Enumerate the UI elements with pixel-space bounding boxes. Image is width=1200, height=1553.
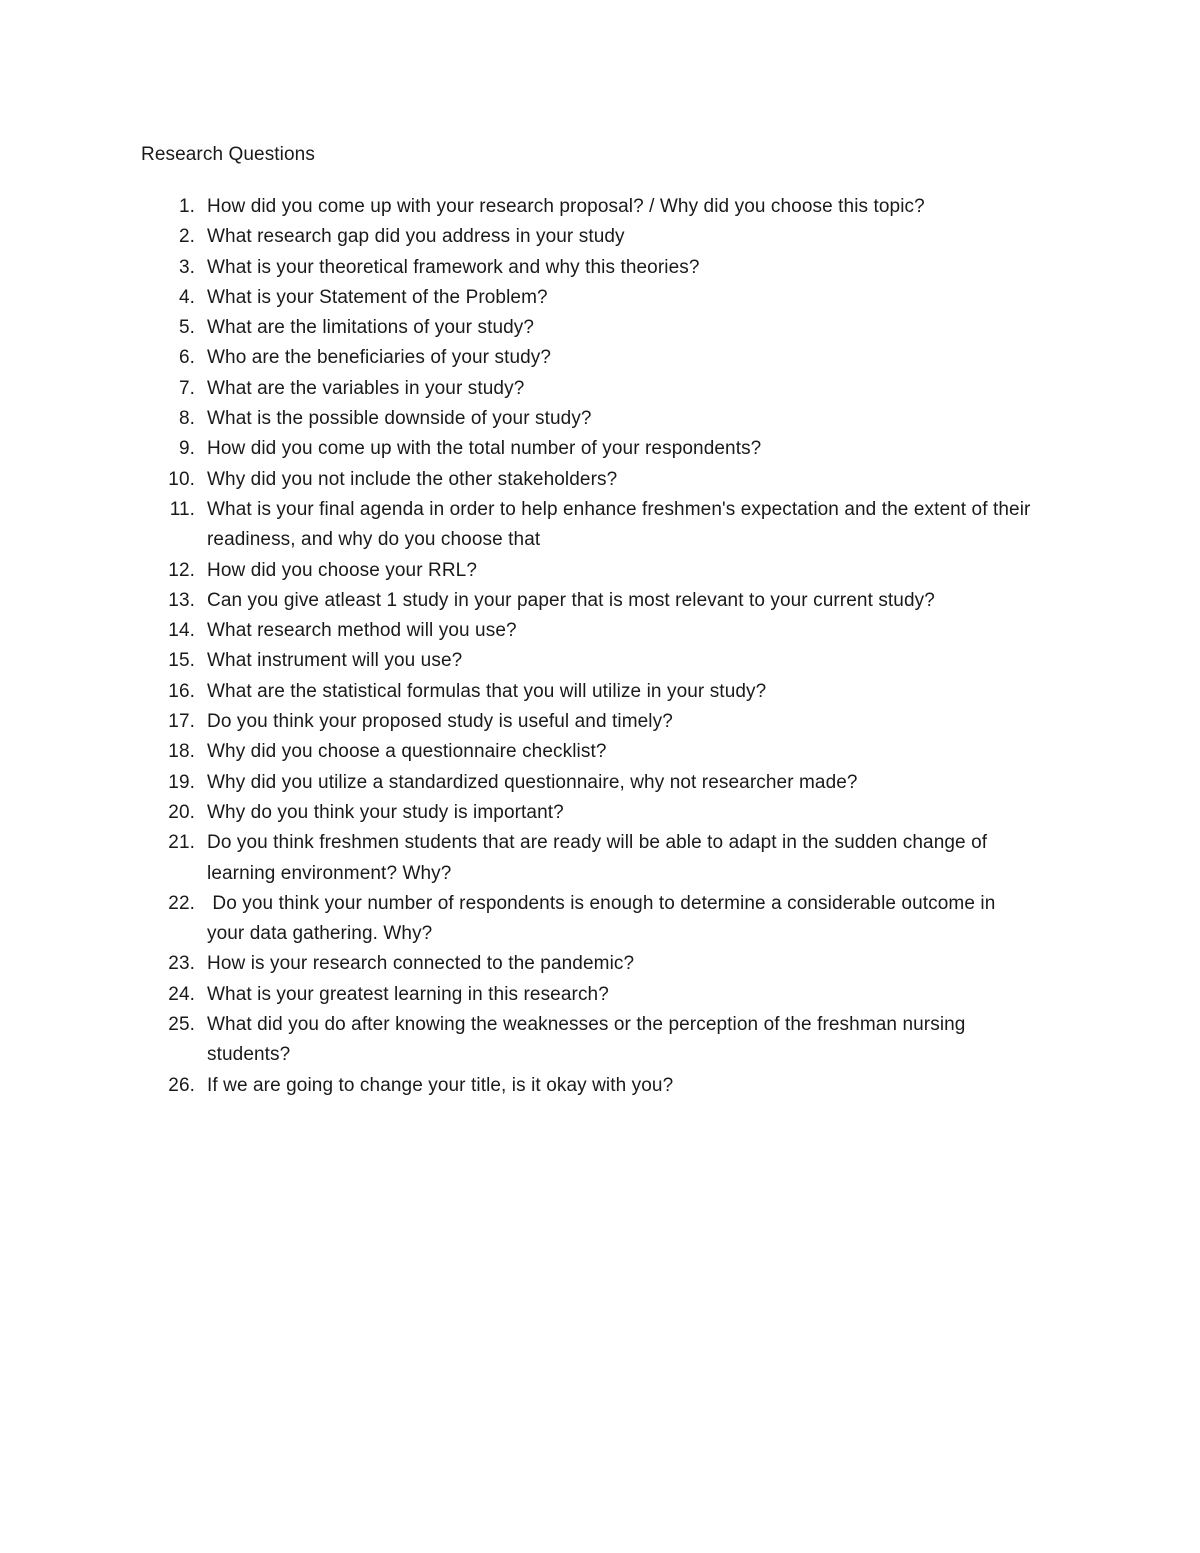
question-text: What is your greatest learning in this research? <box>207 983 609 1005</box>
question-number: 12. <box>168 559 195 581</box>
question-text: What instrument will you use? <box>207 650 463 672</box>
question-number: 22. <box>168 892 195 914</box>
question-number: 24. <box>168 983 195 1005</box>
question-text: How is your research connected to the pandemic? <box>207 953 635 975</box>
question-text: What is your Statement of the Problem? <box>207 286 548 308</box>
question-text: Do you think your number of respondents is enough to determine a considerable outcome in your data gathering. Why? <box>207 892 1001 945</box>
question-number: 10. <box>168 468 195 490</box>
question-text: What are the limitations of your study? <box>207 317 535 339</box>
question-number: 2. <box>178 226 195 248</box>
list-item <box>0 677 1200 707</box>
list-item <box>0 556 1200 586</box>
question-text: Why did you choose a questionnaire checklist? <box>207 741 607 763</box>
question-text: How did you choose your RRL? <box>207 559 477 581</box>
list-item <box>0 465 1200 495</box>
list-item <box>0 586 1200 616</box>
question-text: Why did you not include the other stakeholders? <box>207 468 618 490</box>
question-text: Why did you utilize a standardized questionnaire, why not researcher made? <box>207 771 858 793</box>
question-number: 4. <box>178 286 195 308</box>
list-item <box>0 434 1200 464</box>
question-number: 15. <box>168 650 195 672</box>
question-number: 8. <box>178 408 195 430</box>
list-item <box>0 343 1200 373</box>
question-text: What did you do after knowing the weaknesses or the perception of the freshman nursing students? <box>207 1014 971 1066</box>
list-item <box>0 980 1200 1010</box>
question-number: 13. <box>168 589 195 611</box>
question-number: 6. <box>178 347 195 369</box>
question-number: 11. <box>169 498 195 520</box>
question-number: 17. <box>168 711 195 733</box>
question-number: 5. <box>178 317 195 339</box>
question-number: 9. <box>178 438 195 460</box>
question-text: What are the variables in your study? <box>207 377 525 399</box>
question-number: 21. <box>168 832 195 854</box>
question-text: Why do you think your study is important? <box>207 801 564 823</box>
list-item <box>0 1010 1200 1071</box>
question-text: What research method will you use? <box>207 620 517 642</box>
list-item <box>0 404 1200 434</box>
question-list <box>0 192 1200 1101</box>
list-item <box>0 646 1200 676</box>
question-text: What research gap did you address in your study <box>207 226 625 248</box>
list-item <box>0 949 1200 979</box>
list-item <box>0 313 1200 343</box>
question-text: What is your final agenda in order to help enhance freshmen's expectation and the extent of their readiness, and why do you choose that <box>207 498 1036 551</box>
list-item <box>0 1071 1200 1101</box>
question-number: 7. <box>178 377 195 399</box>
list-item <box>0 828 1200 889</box>
list-item <box>0 768 1200 798</box>
question-number: 18. <box>168 741 195 763</box>
question-text: How did you come up with your research proposal? / Why did you choose this topic? <box>207 196 925 217</box>
list-item <box>0 283 1200 313</box>
list-item <box>0 192 1200 222</box>
question-number: 25. <box>168 1014 195 1036</box>
list-item <box>0 253 1200 283</box>
page-title: Research Questions <box>141 144 315 165</box>
question-number: 1. <box>178 196 195 217</box>
question-number: 16. <box>168 680 195 702</box>
list-item <box>0 495 1200 556</box>
question-number: 19. <box>168 771 195 793</box>
question-text: Do you think freshmen students that are ready will be able to adapt in the sudden change of learning environment? Why? <box>207 832 993 884</box>
list-item <box>0 374 1200 404</box>
list-item <box>0 222 1200 252</box>
question-text: If we are going to change your title, is it okay with you? <box>207 1074 674 1096</box>
question-number: 20. <box>168 801 195 823</box>
question-number: 3. <box>178 256 195 278</box>
question-text: How did you come up with the total number of your respondents? <box>207 438 762 460</box>
question-number: 23. <box>168 953 195 975</box>
question-number: 14. <box>168 620 195 642</box>
question-text: Do you think your proposed study is useful and timely? <box>207 711 673 733</box>
question-text: What are the statistical formulas that you will utilize in your study? <box>207 680 767 702</box>
list-item <box>0 798 1200 828</box>
list-item <box>0 889 1200 950</box>
question-text: Can you give atleast 1 study in your paper that is most relevant to your current study? <box>207 589 935 611</box>
list-item <box>0 707 1200 737</box>
list-item <box>0 737 1200 767</box>
question-text: Who are the beneficiaries of your study? <box>207 347 552 369</box>
list-item <box>0 616 1200 646</box>
question-number: 26. <box>168 1074 195 1096</box>
question-text: What is the possible downside of your study? <box>207 408 592 430</box>
question-text: What is your theoretical framework and why this theories? <box>207 256 700 278</box>
